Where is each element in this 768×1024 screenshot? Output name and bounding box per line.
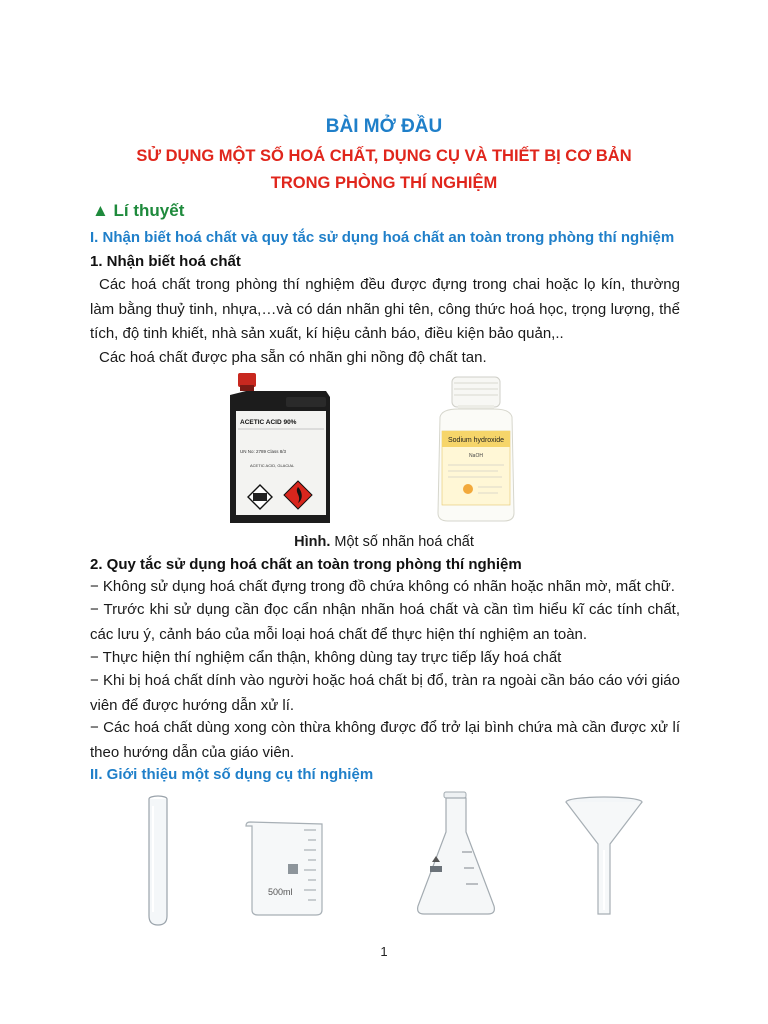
beaker-volume-label: 500ml — [268, 887, 293, 897]
test-tube-image — [146, 794, 170, 928]
rule-item: − Không sử dụng hoá chất đựng trong đồ chứa không có nhãn hoặc nhãn mờ, mất chữ. — [90, 578, 675, 595]
rule-item: − Các hoá chất dùng xong còn thừa không được đổ trở lại bình chứa mà cần được xử lí theo hướng dẫn của giáo viên. — [90, 719, 680, 761]
figure-caption-text: Một số nhãn hoá chất — [330, 534, 474, 550]
acetic-acid-bottle-image — [226, 367, 336, 527]
theory-label: ▲ Lí thuyết — [92, 201, 185, 220]
lesson-subtitle-line1: SỬ DỤNG MỘT SỐ HOÁ CHẤT, DỤNG CỤ VÀ THIẾT BỊ CƠ BẢN — [136, 147, 632, 165]
naoh-label-formula: NaOH — [469, 453, 483, 459]
subsection-2-heading: 2. Quy tắc sử dụng hoá chất an toàn trong phòng thí nghiệm — [90, 556, 522, 573]
acetic-label-un: UN No: 2789 Class 8/3 — [240, 449, 287, 454]
rule-item: − Trước khi sử dụng cần đọc cẩn nhận nhãn hoá chất và cần tìm hiểu kĩ các tính chất, các lưu ý, cảnh báo của mỗi loại hoá chất để thực hiện thí nghiệm an toàn. — [90, 601, 680, 643]
page-number: 1 — [380, 944, 388, 959]
section-2-heading: II. Giới thiệu một số dụng cụ thí nghiệm — [90, 766, 374, 783]
paragraph-prepared-solutions: Các hoá chất được pha sẵn có nhãn ghi nồng độ chất tan. — [99, 349, 487, 366]
figure-caption — [0, 534, 768, 550]
lesson-subtitle-line2: TRONG PHÒNG THÍ NGHIỆM — [270, 174, 498, 192]
rule-item: − Thực hiện thí nghiệm cẩn thận, không dùng tay trực tiếp lấy hoá chất — [90, 649, 562, 666]
acetic-label-text: ACETIC ACID 90% — [240, 419, 297, 426]
lesson-title: BÀI MỞ ĐẦU — [325, 116, 443, 137]
funnel-image — [562, 794, 646, 918]
erlenmeyer-flask-image — [414, 790, 498, 918]
sodium-hydroxide-jar-image — [428, 373, 524, 523]
paragraph-chemical-storage: Các hoá chất trong phòng thí nghiệm đều được đựng trong chai hoặc lọ kín, thường làm bằng thuỷ tinh, nhựa,…và có dán nhãn ghi tên, công thức hoá học, trọng lượng, thể tích, độ tinh khiết, nhà sản xuất, kí hiệu cảnh báo, điều kiện bảo quản,.. — [90, 276, 680, 342]
section-1-heading: I. Nhận biết hoá chất và quy tắc sử dụng hoá chất an toàn trong phòng thí nghiệm — [90, 229, 675, 246]
beaker-image — [244, 818, 330, 918]
acetic-label-glacial: ACETIC ACID, GLACIAL — [250, 463, 295, 468]
subsection-1-heading: 1. Nhận biết hoá chất — [90, 253, 241, 270]
naoh-label-text: Sodium hydroxide — [447, 437, 505, 444]
figure-caption-label: Hình. — [294, 534, 331, 550]
rule-item: − Khi bị hoá chất dính vào người hoặc hoá chất bị đổ, tràn ra ngoài cần báo cáo với giáo viên để được hướng dẫn xử lí. — [90, 672, 680, 714]
